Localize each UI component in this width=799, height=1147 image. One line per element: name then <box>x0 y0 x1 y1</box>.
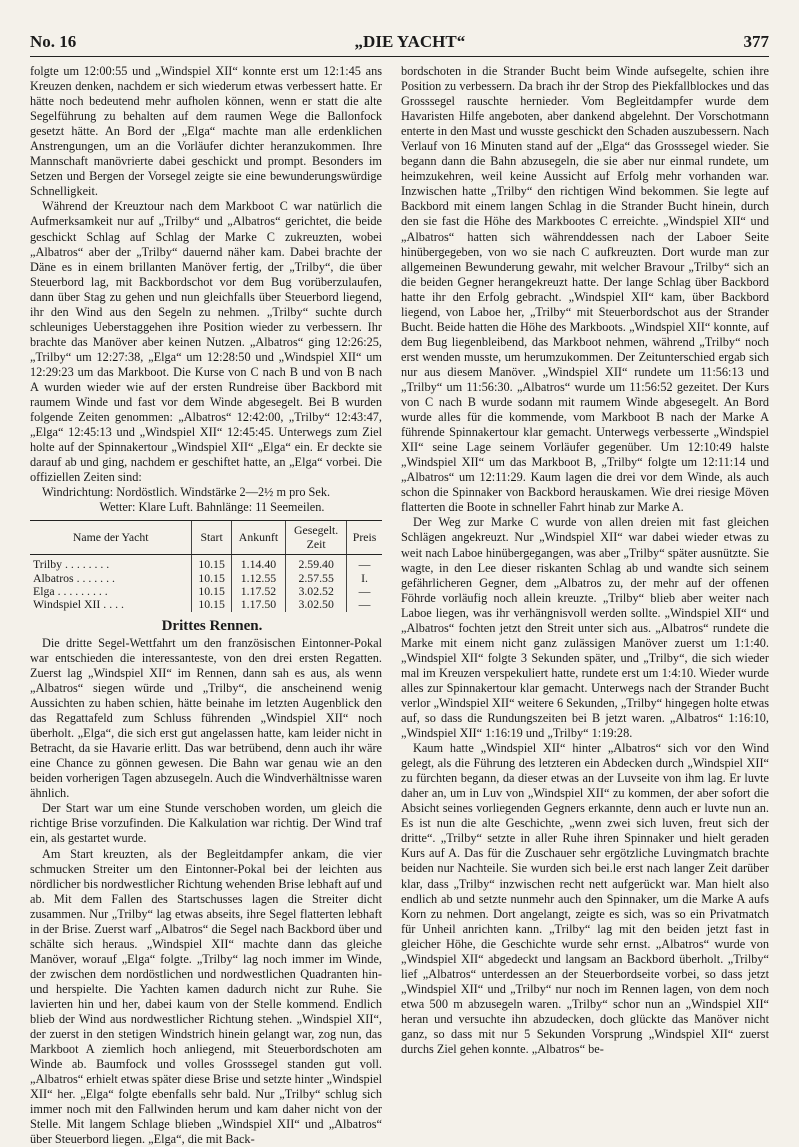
table-row <box>30 585 382 598</box>
arrival-time: 1.14.40 <box>231 555 285 572</box>
start-time: 10.15 <box>192 555 231 572</box>
sailed-time: 2.59.40 <box>286 555 347 572</box>
paragraph: Die dritte Segel-Wettfahrt um den französischen Eintonner-Pokal war entschieden die interessanteste, von den drei ersten Regatten. Zuerst lag „Windspiel XII“ im Rennen, dann sah es aus, als wenn „Albatros“ siegen würde und „Trilby“, die anscheinend wenig Aussichten zu haben schien, hätte beinahe im letzten Augenblick den das Regattafeld zum Schluss führenden „Windspiel XII“ noch überholt. „Elga“, die sich erst gut angelassen hatte, kam leider nicht in Betracht, da sie Havarie erlitt. Das war betrübend, denn auch ihr wäre eine Chance zu gönnen gewesen. Die Bahn war genau wie an den beiden vorherigen Tagen abzusegeln. Auch die Windverhältnisse waren ähnlich. <box>30 636 382 802</box>
col-header-zeit: Gesegelt. Zeit <box>286 521 347 555</box>
paragraph: bordschoten in die Strander Bucht beim Winde aufsegelte, schien ihre Position zu verbessern. Da brach ihr der Strop des Piekfallblockes und das Grosssegel rauschte hernieder. Vom Begleitdampfer wurde dem Havaristen Hilfe angeboten, aber dankend abgelehnt. Der Vorschotmann enterte in den Mast und wusste geschickt den Schaden auszubessern. Nach Verlauf von 16 Minuten stand auf der „Elga“ das Grosssegel wieder. Sie begann dann die Bahn abzusegeln, die sie aber nur einmal rundete, um heimzukehren, weil keine Aussicht auf Erfolg mehr vorhanden war. Inzwischen hatte „Trilby“ den richtigen Wind bekommen. Sie legte auf Backbord mit einem langen Schlag in die Strander Bucht hinein, durch den sie fast die Höhe des Markbootes C erreichte. „Windspiel XII“ und „Albatros“ hatten sich währenddessen nach der Laboer Seite hinübergegeben, von wo sie nach C aufkreuzten. Dort wurde man zur allgemeinen Bewunderung gewahr, mit welcher Bravour „Trilby“ sich an die beiden Gegner herangekreuzt hatte. Der lange Schlag über Backbord hatte ihr den Erfolg gebracht. „Windspiel XII“ kam, über Backbord liegend, von Laboe her, „Trilby“ mit Steuerbordschot aus der Strander Bucht. Beide hatten die Höhe des Markboots. „Windspiel XII“ konnte, auf dem Bug liegenbleibend, das Markboot nehmen, während „Trilby“ noch erst wenden musste, um herumzukommen. Der Zeitunterschied ergab sich nur aus diesem Manöver. „Windspiel XII“ rundete um 11:56:13 und „Trilby“ um 11:56:30. „Albatros“ wurde um 11:56:52 gezeitet. Der Kurs von C nach B wurde sodann mit raumem Winde abgesegelt. An Bord wurde alles für die kommende, vom Markboot B nach der Marke A führende Spinnakertour klar gemacht. Unterwegs verbesserte „Windspiel XII“ seine Lage seinem Vorläufer gegenüber. Um 12:10:49 halste „Windspiel XII“ um das Markboot B, „Trilby“ folgte um 12:11:14 und „Albatros“ um 12:11:29. Kaum lagen die drei vor dem Winde, als auch schon die Spinnaker von Backbord herauskamen. Wie drei riesige Möven flatterten die Boote in schneller Fahrt hinab zur Marke A. <box>401 64 769 515</box>
sailed-time: 3.02.50 <box>286 598 347 611</box>
sailed-time: 2.57.55 <box>286 572 347 585</box>
arrival-time: 1.17.52 <box>231 585 285 598</box>
weather-info: Wetter: Klare Luft. Bahnlänge: 11 Seemeilen. <box>30 500 382 515</box>
table-row <box>30 572 382 585</box>
prize: I. <box>347 572 382 585</box>
paragraph: folgte um 12:00:55 und „Windspiel XII“ konnte erst um 12:1:45 ans Kreuzen denken, nachdem er sich wiederum etwas verbessert hatte. Er hätte noch bedeutend mehr aufholen können, wenn er statt die alte Segelführung zu behalten auf dem raumen Wege die Ballonfock gesetzt hätte. An Bord der „Elga“ machte man alle erdenklichen Anstrengungen, um an die Vorläufer dichter heranzukommen. Ihre Mannschaft manövrierte dabei geschickt und prompt. Besonders im Setzen und Bergen der Vorsegel zeigte sie eine bewunderungswürdige Schnelligkeit. <box>30 64 382 199</box>
page-header <box>30 24 769 57</box>
col-header-start: Start <box>192 521 231 555</box>
prize: — <box>347 555 382 572</box>
arrival-time: 1.12.55 <box>231 572 285 585</box>
yacht-name: Windspiel XII . . . . <box>30 598 192 611</box>
results-header-row <box>30 521 382 555</box>
start-time: 10.15 <box>192 598 231 611</box>
left-column <box>30 64 382 1104</box>
wind-info: Windrichtung: Nordöstlich. Windstärke 2—2½ m pro Sek. <box>30 485 382 500</box>
prize: — <box>347 598 382 611</box>
page-number: 377 <box>744 32 770 52</box>
sailed-time: 3.02.52 <box>286 585 347 598</box>
paragraph: Während der Kreuztour nach dem Markboot C war natürlich die Aufmerksamkeit nur auf „Trilby“ und „Albatros“ gerichtet, die beide geschickt Schlag auf Schlag der Marke C zukreuzten, wobei „Albatros“ aber der „Trilby“ dauernd näher kam. Dabei brachte der Däne es in einem brillanten Manöver fertig, der „Trilby“, die über Steuerbord lag, mit Backbordschot vor dem Bug vorüberzulaufen, dann über Stag zu gehen und nun gleichfalls über Steuerbord liegend, ihr den Wind aus den Segeln zu nehmen. „Trilby“ suchte durch schleuniges Ueberstaggehen ihre Position wieder zu verbessern. Ihr brachte das Manöver aber keinen Nutzen. „Albatros“ ging 12:26:25, „Trilby“ um 12:27:38, „Elga“ um 12:28:50 und „Windspiel XII“ um 12:29:23 um das Markboot. Die Kurse von C nach B und von B nach A wurden wieder wie auf der ersten Rundreise über Backbord mit raumem Winde und fast vor dem Winde abgesegelt. Bei B wurden folgende Zeiten genommen: „Albatros“ 12:42:00, „Trilby“ 12:43:47, „Elga“ 12:45:13 und „Windspiel XII“ 12:45:45. Unterwegs zum Ziel holte auf der Spinnakertour „Windspiel XII“ „Elga“ ein. Er deckte sie darauf ab und ging, nachdem er geschiftet hatte, an „Elga“ vorbei. Die offiziellen Zeiten sind: <box>30 199 382 485</box>
prize: — <box>347 585 382 598</box>
yacht-name: Albatros . . . . . . . <box>30 572 192 585</box>
issue-number: No. 16 <box>30 32 76 52</box>
section-heading: Drittes Rennen. <box>30 616 382 636</box>
yacht-name: Elga . . . . . . . . . <box>30 585 192 598</box>
col-header-name: Name der Yacht <box>30 521 192 555</box>
arrival-time: 1.17.50 <box>231 598 285 611</box>
paragraph: Der Weg zur Marke C wurde von allen dreien mit fast gleichen Schlägen angekreuzt. Nur „Windspiel XII“ war dabei wieder etwas zu weit nach Laboe hinübergegangen, was aber „Trilby“ später ausnützte. Sie wagte, in den Lee dieser riskanten Schlag ab und wandte sich seinem gefährlicheren Gegner, dem „Albatros zu, der mehr auf der offenen Föhrde vorläufig noch allein kreuzte. „Trilby“ blieb aber weiter nach Laboe liegen, was ihr verhängnisvoll werden sollte. „Windspiel XII“ und „Albatros“ fochten jetzt den Streit unter sich aus. „Albatros“ rundete die Marke mit einem nicht ganz zulässigen Manöver zuerst um 1:1:40. „Windspiel XII“ folgte 3 Sekunden später, und „Trilby“, die sich wieder mal im Kreuzen verspekuliert hatte, rundete erst um 1:4:10. Wieder wurde alles zur Spinnakertour klar gemacht. Unterwegs nach der Strander Bucht verlor „Windspiel XII“ weitere 6 Sekunden, „Trilby“ hingegen holte etwas auf, so dass die Rundungszeiten bei B jetzt waren. „Albatros“ 1:16:10, „Windspiel XII“ 1:16:19 und „Trilby“ 1:19:28. <box>401 515 769 741</box>
paragraph: Der Start war um eine Stunde verschoben worden, um gleich die richtige Brise vorzufinden. Die Kalkulation war richtig. Der Wind traf ein, als gestartet wurde. <box>30 801 382 846</box>
table-row <box>30 555 382 572</box>
results-table <box>30 520 382 611</box>
paragraph: Kaum hatte „Windspiel XII“ hinter „Albatros“ sich vor den Wind gelegt, als die Führung des letzteren ein Abdecken durch „Windspiel XII“ zu fürchten begann, da dieser etwas an der Luvseite von ihm lag. Er luvte daher an, um in Luv von „Windspiel XII“ zu kommen, der aber sofort die Absicht seines vorliegenden Gegners erkannte, denn auch er luvte nun an. Es ist nun die alte Geschichte, „wenn zwei sich luven, freut sich der dritte“. „Trilby“ setzte in aller Ruhe ihren Spinnaker und hielt geraden Kurs auf A. Das für die Zuschauer sehr ergötzliche Luvingmatch brachte beiden nur Nachteile. Sie wurden sich bei.le erst nach langer Zeit darüber klar, dass „Trilby“ inzwischen recht nett aufgerückt war. Man hielt also endlich ab und setzte nunmehr auch den Spinnaker, um die Marke A aufs Korn zu nehmen. Dort angelangt, zeigte es sich, was so ein Privatmatch für Unheil anrichten kann. „Trilby“ lag mit den beiden jetzt fast in gleicher Höhe, die Geschichte wurde sehr ernst. „Albatros“ wurde von „Windspiel XII“ abgedeckt und langsam an Backbord überholt. „Trilby“ lief „Albatros“ unterdessen an der Steuerbordseite vorbei, so dass jetzt „Windspiel XII“ und „Trilby“ nur noch im Rennen lagen, von dem noch etwa 500 m abzusegeln waren. „Trilby“ schor nun an „Windspiel XII“ heran und versuchte ihn abzudecken, doch glückte das Manöver nicht ganz, so dass mit nur 5 Sekunden Vorsprung „Windspiel XII“ zuerst durchs Ziel gehen konnte. „Albatros“ be- <box>401 741 769 1057</box>
col-header-preis: Preis <box>347 521 382 555</box>
col-header-ankunft: Ankunft <box>231 521 285 555</box>
right-column <box>401 64 769 1104</box>
paragraph: Am Start kreuzten, als der Begleitdampfer ankam, die vier schmucken Streiter um den Eintonner-Pokal bei der leichten aus nördlicher bis nordwestlicher Richtung wehenden Brise lebhaft auf und ab. Mit dem Fallen des Startschusses lagen die Streiter dicht zusammen. Nur „Trilby“ lag etwas abseits, ihre Segel flatterten lebhaft in der Brise. Zuerst warf „Albatros“ die Segel nach Backbord über und schälte sich heraus. „Windspiel XII“ machte dann das gleiche Manöver, worauf „Elga“ folgte. „Trilby“ lag noch immer im Winde, der zwischen dem nordöstlichen und nordwestlichen Quadranten hin- und herspielte. Die Yachten kamen dadurch nicht zur Ruhe. Sie lavierten hin und her, dabei kaum von der Stelle kommend. Endlich blieb der Wind aus nordwestlicher Richtung stehen. „Windspiel XII“, der zuerst in den stetigen Windstrich hinein gelangt war, zog nun, das Markboot A ziemlich hoch anliegend, mit Steuerbordschoten am Winde ab. Baumfock und volles Grosssegel standen gut voll. „Albatros“ erhielt etwas später diese Brise und setzte hinter „Windspiel XII“ her. „Elga“ folgte ebenfalls sehr bald. Nur „Trilby“ schlug sich immer noch mit den Fallwinden herum und kam daher nicht von der Stelle. Mit langem Schlage blieben „Windspiel XII“ und „Albatros“ über Steuerbord liegen. „Elga“, die mit Back- <box>30 847 382 1147</box>
yacht-name: Trilby . . . . . . . . <box>30 555 192 572</box>
start-time: 10.15 <box>192 572 231 585</box>
journal-title: „DIE YACHT“ <box>355 32 466 52</box>
start-time: 10.15 <box>192 585 231 598</box>
table-row <box>30 598 382 611</box>
